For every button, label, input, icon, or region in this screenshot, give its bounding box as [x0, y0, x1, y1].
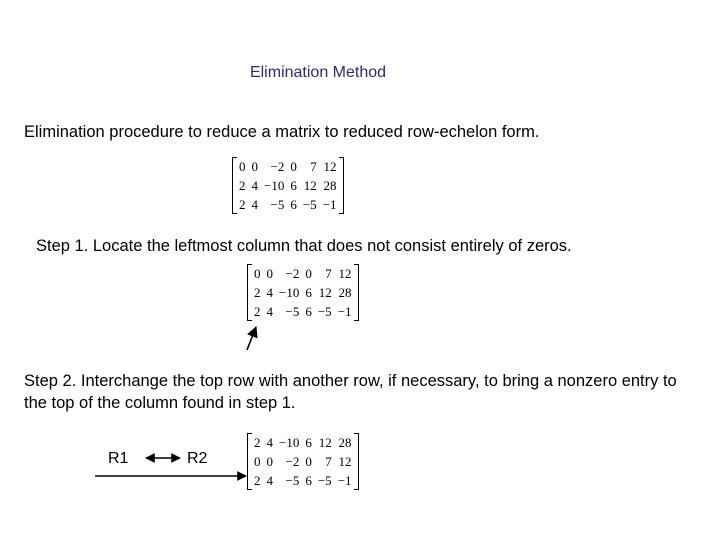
- matrix-cell: 12: [338, 266, 352, 281]
- matrix-cell: 12: [318, 285, 332, 300]
- matrix-cell: −5: [285, 304, 300, 319]
- matrix-cell: −1: [322, 197, 337, 212]
- matrix-cell: −2: [285, 454, 300, 469]
- matrix-cell: 0: [305, 266, 312, 281]
- row-label-r1: R1: [108, 450, 129, 467]
- matrix-cell: 12: [303, 178, 317, 193]
- matrix-cell: −5: [285, 473, 300, 488]
- matrix-cell: 12: [323, 159, 337, 174]
- matrix-cell: 6: [305, 473, 312, 488]
- matrix-cell: 2: [254, 285, 261, 300]
- matrix-cell: 0: [239, 159, 246, 174]
- matrix-cell: −10: [264, 178, 285, 193]
- matrix-cell: 6: [305, 285, 312, 300]
- matrix-cell: 28: [323, 178, 337, 193]
- matrix-cell: 4: [266, 473, 273, 488]
- matrix-cell: 2: [254, 473, 261, 488]
- matrix-cell: 0: [254, 454, 261, 469]
- matrix-cell: 2: [239, 178, 246, 193]
- column-pointer-arrow: [247, 327, 256, 350]
- matrix-cell: 2: [254, 435, 261, 450]
- matrix-cell: 2: [239, 197, 246, 212]
- slide-title: Elimination Method: [249, 64, 387, 81]
- matrix-cell: 7: [325, 266, 332, 281]
- matrix-cell: 4: [266, 285, 273, 300]
- matrix-cell: 7: [325, 454, 332, 469]
- matrix-cell: 0: [254, 266, 261, 281]
- matrix-cell: −2: [285, 266, 300, 281]
- step1-text: Step 1. Locate the leftmost column that does not consist entirely of zeros.: [36, 237, 572, 255]
- matrix-cell: 6: [305, 304, 312, 319]
- matrix-cell: −1: [337, 473, 352, 488]
- matrix-cell: 0: [251, 159, 258, 174]
- matrix-cell: 6: [305, 435, 312, 450]
- matrix-cell: −10: [279, 435, 300, 450]
- matrix-cell: 2: [254, 304, 261, 319]
- matrix-cell: −2: [270, 159, 285, 174]
- matrix-cell: 4: [266, 304, 273, 319]
- matrix-cell: −5: [317, 473, 332, 488]
- matrix-cell: 4: [251, 197, 258, 212]
- matrix-cell: 4: [251, 178, 258, 193]
- matrix-cell: 0: [290, 159, 297, 174]
- step2-text: Step 2. Interchange the top row with another row, if necessary, to bring a nonzero entry to the top of the column found in step 1.: [24, 372, 677, 412]
- matrix-cell: 12: [338, 454, 352, 469]
- matrix-cell: −5: [270, 197, 285, 212]
- matrix-cell: 12: [318, 435, 332, 450]
- matrix-cell: 0: [305, 454, 312, 469]
- matrix-cell: −1: [337, 304, 352, 319]
- row-label-r2: R2: [187, 450, 208, 467]
- matrix-cell: 0: [266, 266, 273, 281]
- matrix-cell: −5: [317, 304, 332, 319]
- matrix-cell: 4: [266, 435, 273, 450]
- matrix-cell: 28: [338, 285, 352, 300]
- matrix-cell: 6: [290, 197, 297, 212]
- intro-text: Elimination procedure to reduce a matrix to reduced row-echelon form.: [24, 123, 540, 141]
- matrix-cell: 0: [266, 454, 273, 469]
- matrix-cell: 7: [310, 159, 317, 174]
- matrix-cell: −10: [279, 285, 300, 300]
- matrix-cell: −5: [302, 197, 317, 212]
- matrix-cell: 6: [290, 178, 297, 193]
- matrix-cell: 28: [338, 435, 352, 450]
